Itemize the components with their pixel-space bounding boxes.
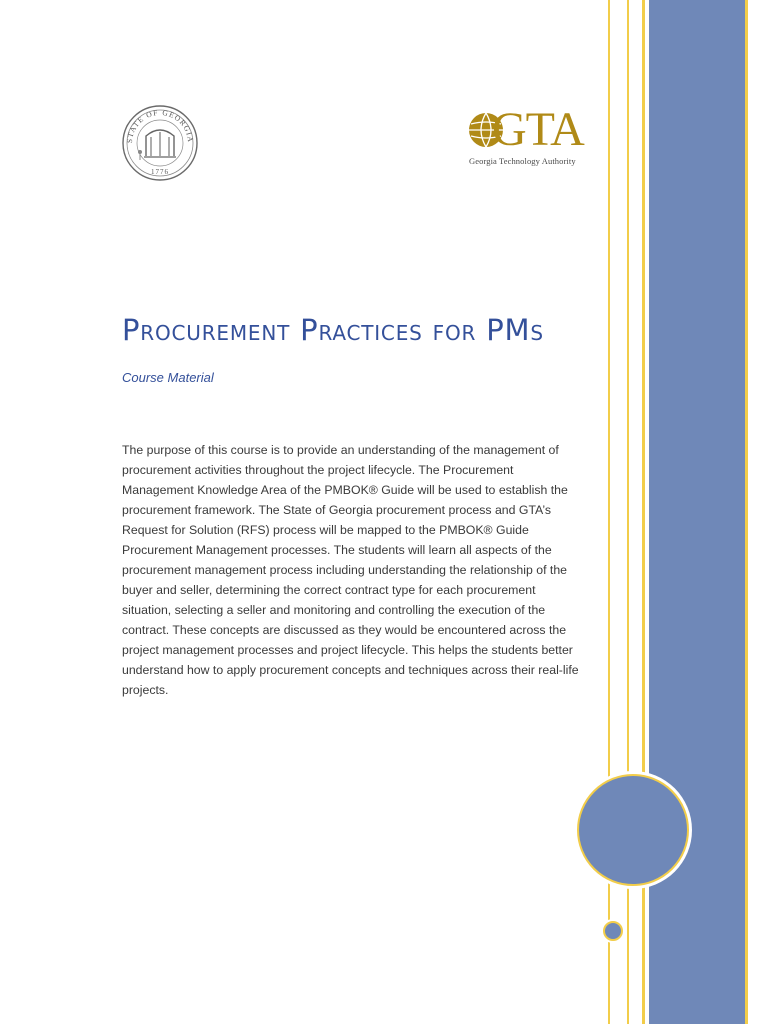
gta-logo-subtitle: Georgia Technology Authority <box>469 156 576 166</box>
decorative-gold-edge <box>745 0 748 1024</box>
seal-year: 1776 <box>151 168 169 176</box>
state-seal-icon <box>118 100 202 186</box>
decorative-small-circle <box>603 921 623 941</box>
state-seal <box>118 100 202 186</box>
gta-logo-letters: GTA <box>492 103 584 156</box>
seal-top-text: STATE OF GEORGIA <box>124 107 196 144</box>
document-subtitle: Course Material <box>122 370 214 385</box>
document-body-paragraph: The purpose of this course is to provide an understanding of the management of procurement activities throughout the project lifecycle. The Procurement Management Knowledge Area of the PMBOK® Guide will be used to establish the procurement framework. The State of Georgia procurement process and GTA’s Request for Solution (RFS) process will be mapped to the PMBOK® Guide Procurement Management processes. The students will learn all aspects of the procurement management process including understanding the relationship of the buyer and seller, determining the correct contract type for each procurement situation, selecting a seller and monitoring and controlling the execution of the contract. These concepts are discussed as they would be encountered across the project management processes and project lifecycle. This helps the students better understand how to apply procurement concepts and techniques across their real-life projects. <box>122 443 579 697</box>
document-title: Procurement Practices for PMs <box>122 313 544 347</box>
gta-logo <box>462 103 584 170</box>
decorative-large-circle <box>577 774 689 886</box>
